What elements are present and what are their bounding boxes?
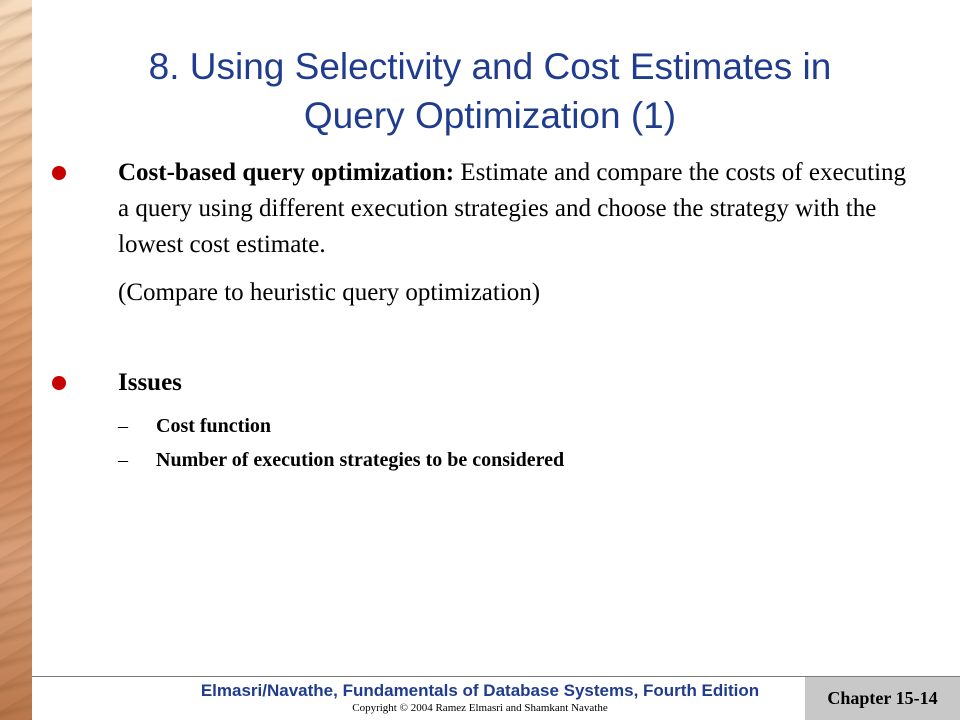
bullet-note: (Compare to heuristic query optimization) [118, 279, 541, 306]
sub-item-execution-strategies [52, 443, 922, 477]
chapter-label: Chapter 15-14 [805, 677, 960, 720]
slide-title [60, 42, 920, 140]
footer-book-title: Elmasri/Navathe, Fundamentals of Database Systems, Fourth Edition [200, 681, 760, 700]
dash-icon: – [118, 449, 128, 471]
bullet-dot-icon [52, 376, 66, 390]
sub-item-text: Cost function [156, 415, 272, 437]
bullet-term: Issues [118, 369, 182, 396]
dash-icon: – [118, 415, 128, 437]
bullet-dot-icon [52, 166, 66, 180]
title-line-1: 8. Using Selectivity and Cost Estimates in [148, 46, 832, 87]
title-line-2: Query Optimization (1) [303, 95, 677, 136]
footer-copyright: Copyright © 2004 Ramez Elmasri and Shamkant Navathe [352, 702, 608, 714]
bullet-cost-based [52, 155, 922, 263]
issues-sub-list [52, 409, 922, 477]
sub-item-text: Number of execution strategies to be considered [156, 449, 565, 471]
slide-content [52, 155, 922, 477]
bullet-issues [52, 365, 922, 401]
bullet-term: Cost-based query optimization: [118, 159, 455, 186]
bullet-text: Estimate and compare the costs of executing a query using different execution strategies and choose the strategy with the lowest cost estimate. [118, 159, 907, 258]
desert-background-strip [0, 0, 32, 720]
sub-item-cost-function [52, 409, 922, 443]
